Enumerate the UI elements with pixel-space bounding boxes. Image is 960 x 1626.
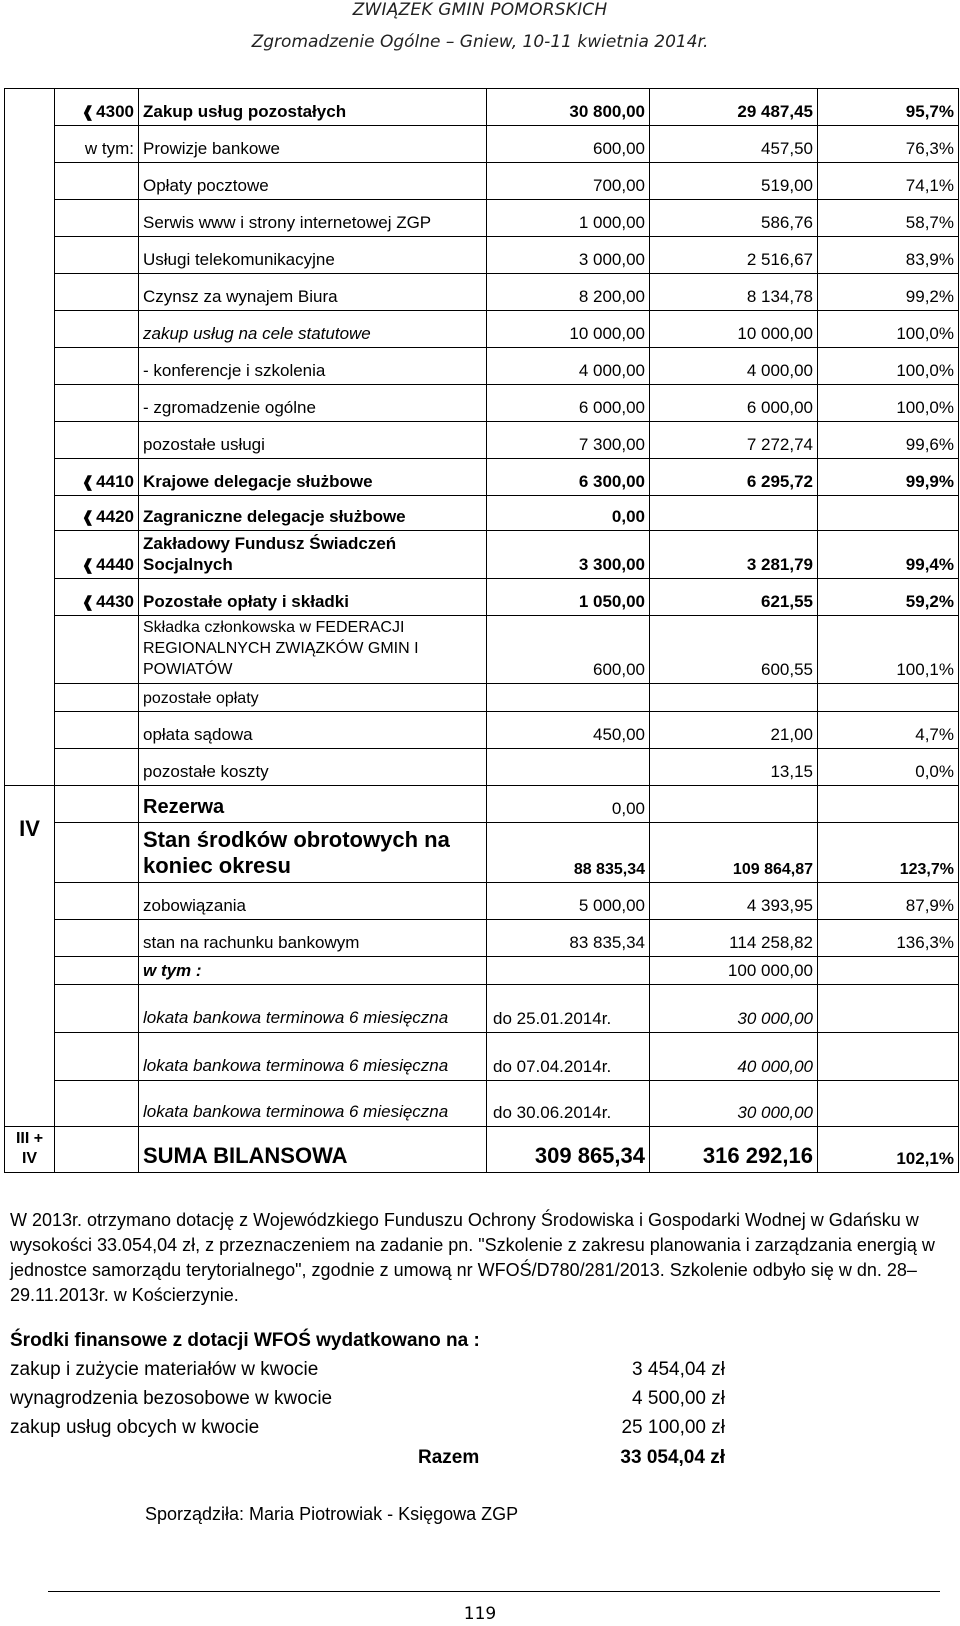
executed-value: 586,76	[650, 200, 818, 237]
account-code-cell	[55, 616, 139, 684]
item-label: Serwis www i strony internetowej ZGP	[139, 200, 487, 237]
footer-divider	[48, 1591, 940, 1592]
item-label: Prowizje bankowe	[139, 126, 487, 163]
planned-value: 450,00	[487, 712, 650, 749]
item-label: Krajowe delegacje służbowe	[139, 459, 487, 496]
planned-value: 700,00	[487, 163, 650, 200]
planned-value	[487, 684, 650, 712]
planned-value: 4 000,00	[487, 348, 650, 385]
item-label: SUMA BILANSOWA	[139, 1127, 487, 1173]
item-label: - zgromadzenie ogólne	[139, 385, 487, 422]
table-row	[5, 163, 959, 200]
item-label: w tym :	[139, 957, 487, 985]
fund-total-label: Razem	[418, 1447, 480, 1468]
account-code-cell	[55, 126, 139, 163]
execution-percent: 100,0%	[818, 348, 959, 385]
planned-value: 10 000,00	[487, 311, 650, 348]
planned-value: 600,00	[487, 616, 650, 684]
account-code-cell	[55, 311, 139, 348]
executed-value: 621,55	[650, 579, 818, 616]
executed-value: 29 487,45	[650, 89, 818, 126]
account-code-cell	[55, 985, 139, 1033]
planned-value: do 30.06.2014r.	[487, 1081, 650, 1127]
account-code: 4420	[96, 507, 134, 526]
executed-value: 316 292,16	[650, 1127, 818, 1173]
execution-percent: 99,2%	[818, 274, 959, 311]
execution-percent: 0,0%	[818, 749, 959, 786]
account-code-cell	[55, 957, 139, 985]
planned-value: 6 300,00	[487, 459, 650, 496]
item-label: lokata bankowa terminowa 6 miesięczna	[139, 985, 487, 1033]
account-code-cell	[55, 823, 139, 883]
planned-value: 88 835,34	[487, 823, 650, 883]
executed-value: 21,00	[650, 712, 818, 749]
account-code-cell	[55, 579, 139, 616]
execution-percent	[818, 957, 959, 985]
item-label: pozostałe opłaty	[139, 684, 487, 712]
planned-value: do 25.01.2014r.	[487, 985, 650, 1033]
table-row	[5, 1033, 959, 1081]
planned-value	[487, 957, 650, 985]
item-label: lokata bankowa terminowa 6 miesięczna	[139, 1081, 487, 1127]
table-row	[5, 1081, 959, 1127]
executed-value: 600,55	[650, 616, 818, 684]
fund-item-label: zakup usług obcych w kwocie	[10, 1417, 260, 1438]
account-code-cell	[55, 749, 139, 786]
bracket-arrow-icon: ❰	[81, 557, 95, 574]
account-code-cell	[55, 163, 139, 200]
grant-paragraph: W 2013r. otrzymano dotację z Wojewódzkiego Funduszu Ochrony Środowiska i Gospodarki Wodnej w Gdańsku w wysokości 33.054,04 zł, z przeznaczeniem na zadanie pn. "Szkolenie z zakresu planowania i zarządzania energią w jednostce samorządu terytorialnego", zgodnie z umową nr WFOŚ/D780/281/2013. Szkolenie odbyło się w dn. 28–29.11.2013r. w Kościerzynie.	[10, 1210, 935, 1305]
account-code-cell	[55, 684, 139, 712]
table-row	[5, 1127, 959, 1173]
header-meeting-info: Zgromadzenie Ogólne – Gniew, 10-11 kwietnia 2014r.	[251, 32, 709, 52]
executed-value: 4 393,95	[650, 883, 818, 920]
account-code-cell	[55, 348, 139, 385]
planned-value: 600,00	[487, 126, 650, 163]
execution-percent: 58,7%	[818, 200, 959, 237]
item-label: stan na rachunku bankowym	[139, 920, 487, 957]
table-row	[5, 579, 959, 616]
item-label: Składka członkowska w FEDERACJI REGIONALNYCH ZWIĄZKÓW GMIN I POWIATÓW	[139, 616, 487, 684]
executed-value: 114 258,82	[650, 920, 818, 957]
table-row	[5, 459, 959, 496]
fund-item-label: zakup i zużycie materiałów w kwocie	[10, 1359, 319, 1380]
account-code: 4410	[96, 472, 134, 491]
item-label: Usługi telekomunikacyjne	[139, 237, 487, 274]
planned-value: 0,00	[487, 496, 650, 531]
item-label: zakup usług na cele statutowe	[139, 311, 487, 348]
execution-percent: 4,7%	[818, 712, 959, 749]
execution-percent: 59,2%	[818, 579, 959, 616]
execution-percent: 87,9%	[818, 883, 959, 920]
item-label: Rezerwa	[139, 786, 487, 823]
account-code-cell	[55, 712, 139, 749]
fund-item-value: 3 454,04 zł	[632, 1359, 725, 1380]
table-row	[5, 385, 959, 422]
table-row	[5, 616, 959, 684]
signature: Sporządziła: Maria Piotrowiak - Księgowa ZGP	[145, 1504, 519, 1524]
execution-percent	[818, 1081, 959, 1127]
fund-item-label: wynagrodzenia bezosobowe w kwocie	[10, 1388, 333, 1409]
account-code-cell	[55, 422, 139, 459]
budget-table-body	[5, 89, 959, 1173]
executed-value: 6 295,72	[650, 459, 818, 496]
execution-percent: 102,1%	[818, 1127, 959, 1173]
bracket-arrow-icon: ❰	[81, 594, 95, 611]
executed-value	[650, 496, 818, 531]
executed-value: 30 000,00	[650, 985, 818, 1033]
account-code-cell	[55, 1033, 139, 1081]
item-label: Czynsz za wynajem Biura	[139, 274, 487, 311]
executed-value: 30 000,00	[650, 1081, 818, 1127]
table-row	[5, 749, 959, 786]
execution-percent: 95,7%	[818, 89, 959, 126]
item-label: pozostałe usługi	[139, 422, 487, 459]
executed-value: 13,15	[650, 749, 818, 786]
executed-value: 109 864,87	[650, 823, 818, 883]
item-label: - konferencje i szkolenia	[139, 348, 487, 385]
executed-value: 3 281,79	[650, 531, 818, 579]
planned-value: 6 000,00	[487, 385, 650, 422]
account-code-cell	[55, 274, 139, 311]
execution-percent: 100,0%	[818, 311, 959, 348]
account-code-cell	[55, 237, 139, 274]
table-row	[5, 920, 959, 957]
account-code: 4440	[96, 555, 134, 574]
bracket-arrow-icon: ❰	[81, 474, 95, 491]
item-label: lokata bankowa terminowa 6 miesięczna	[139, 1033, 487, 1081]
item-label: Pozostałe opłaty i składki	[139, 579, 487, 616]
execution-percent	[818, 985, 959, 1033]
table-row	[5, 957, 959, 985]
planned-value: 83 835,34	[487, 920, 650, 957]
fund-title: Środki finansowe z dotacji WFOŚ wydatkowano na :	[10, 1330, 480, 1351]
table-row	[5, 684, 959, 712]
planned-value: 309 865,34	[487, 1127, 650, 1173]
planned-value: 8 200,00	[487, 274, 650, 311]
table-row	[5, 786, 959, 823]
item-label: zobowiązania	[139, 883, 487, 920]
account-code-cell	[55, 1127, 139, 1173]
item-label: Stan środków obrotowych na koniec okresu	[139, 823, 487, 883]
table-row	[5, 200, 959, 237]
planned-value: 0,00	[487, 786, 650, 823]
account-code-cell	[55, 200, 139, 237]
execution-percent: 99,9%	[818, 459, 959, 496]
execution-percent	[818, 786, 959, 823]
executed-value: 7 272,74	[650, 422, 818, 459]
executed-value	[650, 786, 818, 823]
fund-item-value: 25 100,00 zł	[621, 1417, 725, 1438]
account-code: 4430	[96, 592, 134, 611]
account-code-cell	[55, 385, 139, 422]
execution-percent: 100,0%	[818, 385, 959, 422]
table-row	[5, 126, 959, 163]
page-number: 119	[463, 1604, 497, 1624]
fund-total-value: 33 054,04 zł	[620, 1447, 725, 1468]
table-row	[5, 348, 959, 385]
executed-value: 40 000,00	[650, 1033, 818, 1081]
execution-percent	[818, 1033, 959, 1081]
account-code-cell	[55, 883, 139, 920]
planned-value: do 07.04.2014r.	[487, 1033, 650, 1081]
execution-percent: 99,4%	[818, 531, 959, 579]
execution-percent: 123,7%	[818, 823, 959, 883]
account-code-cell	[55, 1081, 139, 1127]
item-label: Zakup usług pozostałych	[139, 89, 487, 126]
item-label: opłata sądowa	[139, 712, 487, 749]
budget-table	[4, 88, 959, 1173]
table-row	[5, 237, 959, 274]
account-code-cell	[55, 496, 139, 531]
planned-value: 7 300,00	[487, 422, 650, 459]
table-row	[5, 823, 959, 883]
executed-value: 519,00	[650, 163, 818, 200]
table-row	[5, 985, 959, 1033]
table-row	[5, 712, 959, 749]
bracket-arrow-icon: ❰	[81, 104, 95, 121]
table-row	[5, 422, 959, 459]
account-code: 4300	[96, 102, 134, 121]
planned-value: 3 300,00	[487, 531, 650, 579]
header-association-name: ZWIĄZEK GMIN POMORSKICH	[352, 0, 608, 20]
planned-value: 1 050,00	[487, 579, 650, 616]
executed-value: 2 516,67	[650, 237, 818, 274]
account-code-cell	[55, 786, 139, 823]
table-row	[5, 531, 959, 579]
planned-value: 1 000,00	[487, 200, 650, 237]
executed-value: 457,50	[650, 126, 818, 163]
planned-value: 30 800,00	[487, 89, 650, 126]
account-code-cell	[55, 920, 139, 957]
table-row	[5, 311, 959, 348]
execution-percent	[818, 496, 959, 531]
item-label: pozostałe koszty	[139, 749, 487, 786]
execution-percent: 76,3%	[818, 126, 959, 163]
execution-percent: 74,1%	[818, 163, 959, 200]
account-code-cell	[55, 459, 139, 496]
table-row	[5, 883, 959, 920]
fund-item-value: 4 500,00 zł	[632, 1388, 725, 1409]
executed-value: 10 000,00	[650, 311, 818, 348]
table-row	[5, 496, 959, 531]
table-row	[5, 89, 959, 126]
executed-value	[650, 684, 818, 712]
execution-percent: 100,1%	[818, 616, 959, 684]
table-row	[5, 274, 959, 311]
account-code-cell	[55, 531, 139, 579]
bracket-arrow-icon: ❰	[81, 509, 95, 526]
item-label: Zakładowy Fundusz Świadczeń Socjalnych	[139, 531, 487, 579]
execution-percent	[818, 684, 959, 712]
account-code-cell	[55, 89, 139, 126]
item-label: Opłaty pocztowe	[139, 163, 487, 200]
execution-percent: 136,3%	[818, 920, 959, 957]
planned-value	[487, 749, 650, 786]
executed-value: 4 000,00	[650, 348, 818, 385]
planned-value: 5 000,00	[487, 883, 650, 920]
execution-percent: 83,9%	[818, 237, 959, 274]
item-label: Zagraniczne delegacje służbowe	[139, 496, 487, 531]
execution-percent: 99,6%	[818, 422, 959, 459]
executed-value: 8 134,78	[650, 274, 818, 311]
section-cell: III + IV	[5, 1127, 55, 1173]
executed-value: 100 000,00	[650, 957, 818, 985]
executed-value: 6 000,00	[650, 385, 818, 422]
planned-value: 3 000,00	[487, 237, 650, 274]
section-cell: IV	[5, 786, 55, 1127]
section-cell	[5, 89, 55, 786]
account-code: w tym:	[84, 139, 134, 158]
